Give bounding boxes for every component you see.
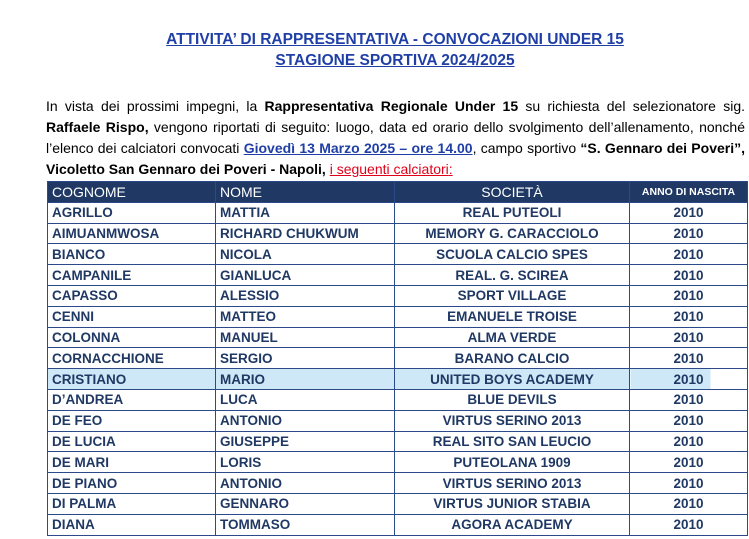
cell-societa: VIRTUS SERINO 2013	[395, 473, 630, 494]
cell-nome: GIANLUCA	[216, 265, 395, 286]
cell-societa: VIRTUS SERINO 2013	[395, 410, 630, 431]
cell-cognome: CENNI	[48, 306, 216, 327]
cell-cognome: DE FEO	[48, 410, 216, 431]
cell-anno-nascita: 2010	[630, 265, 748, 286]
cell-societa: SCUOLA CALCIO SPES	[395, 244, 630, 265]
cell-cognome: CORNACCHIONE	[48, 348, 216, 369]
page-title: ATTIVITA’ DI RAPPRESENTATIVA - CONVOCAZIONI UNDER 15	[166, 31, 624, 48]
cell-cognome: AIMUANMWOSA	[48, 223, 216, 244]
intro-text-4: , campo sportivo	[472, 140, 581, 156]
cell-nome: ANTONIO	[216, 410, 395, 431]
cell-societa: MEMORY G. CARACCIOLO	[395, 223, 630, 244]
cell-nome: RICHARD CHUKWUM	[216, 223, 395, 244]
cell-nome: LORIS	[216, 452, 395, 473]
cell-nome: SERGIO	[216, 348, 395, 369]
cell-cognome: DIANA	[48, 514, 216, 535]
table-row	[48, 327, 748, 348]
cell-nome: NICOLA	[216, 244, 395, 265]
cell-societa: BARANO CALCIO	[395, 348, 630, 369]
table-row	[48, 306, 748, 327]
cell-societa: VIRTUS JUNIOR STABIA	[395, 493, 630, 514]
cell-anno-nascita: 2010	[630, 202, 748, 223]
cell-cognome: D’ANDREA	[48, 389, 216, 410]
cell-cognome: CAMPANILE	[48, 265, 216, 286]
table-row	[48, 265, 748, 286]
cell-societa: ALMA VERDE	[395, 327, 630, 348]
cell-nome: ALESSIO	[216, 285, 395, 306]
cell-societa: EMANUELE TROISE	[395, 306, 630, 327]
cell-societa: SPORT VILLAGE	[395, 285, 630, 306]
cell-nome: MARIO	[216, 369, 395, 390]
table-row	[48, 223, 748, 244]
cell-societa: BLUE DEVILS	[395, 389, 630, 410]
players-table	[47, 181, 748, 536]
cell-nome: MATTEO	[216, 306, 395, 327]
cell-societa: UNITED BOYS ACADEMY	[395, 369, 630, 390]
cell-societa: REAL SITO SAN LEUCIO	[395, 431, 630, 452]
cell-anno-nascita: 2010	[630, 410, 748, 431]
players-label: i seguenti calciatori	[329, 161, 449, 177]
table-row	[48, 493, 748, 514]
cell-anno-nascita: 2010	[630, 452, 748, 473]
table-row	[48, 285, 748, 306]
cell-cognome: CAPASSO	[48, 285, 216, 306]
intro-text-1: In vista dei prossimi impegni, la	[46, 98, 265, 114]
cell-cognome: AGRILLO	[48, 202, 216, 223]
training-venue: “S. Gennaro dei Poveri”, Vicoletto San Gennaro dei Poveri - Napoli,	[46, 140, 745, 177]
intro-paragraph	[46, 96, 745, 180]
players-label-colon: :	[448, 161, 453, 177]
table-row	[48, 452, 748, 473]
table-row	[48, 410, 748, 431]
cell-anno-nascita: 2010	[630, 493, 748, 514]
cell-anno-nascita: 2010	[630, 348, 748, 369]
team-name: Rappresentativa Regionale Under 15	[264, 98, 519, 114]
table-row	[48, 244, 748, 265]
cell-cognome: DE MARI	[48, 452, 216, 473]
cell-nome: ANTONIO	[216, 473, 395, 494]
cell-cognome: DE PIANO	[48, 473, 216, 494]
header-nome: NOME	[216, 182, 395, 203]
cell-anno-nascita: 2010	[630, 473, 748, 494]
page-subtitle: STAGIONE SPORTIVA 2024/2025	[275, 52, 515, 69]
cell-nome: TOMMASO	[216, 514, 395, 535]
table-row	[48, 389, 748, 410]
coach-name: Raffaele Rispo,	[46, 119, 149, 135]
table-header-row	[48, 182, 748, 203]
intro-text-2: su richiesta del selezionatore sig.	[518, 98, 745, 114]
cell-anno-nascita: 2010	[630, 369, 748, 390]
header-societa: SOCIETÀ	[395, 182, 630, 203]
cell-cognome: DI PALMA	[48, 493, 216, 514]
header-cognome: COGNOME	[48, 182, 216, 203]
cell-cognome: COLONNA	[48, 327, 216, 348]
cell-cognome: BIANCO	[48, 244, 216, 265]
table-row	[48, 431, 748, 452]
cell-societa: AGORA ACADEMY	[395, 514, 630, 535]
cell-anno-nascita: 2010	[630, 306, 748, 327]
training-date: Giovedì 13 Marzo 2025 – ore 14.00	[243, 140, 473, 156]
intro-text-3: vengono riportati di seguito: luogo, data ed orario dello svolgimento dell’allenamento, nonché l’elenco dei calciatori convocati	[46, 119, 746, 156]
cell-societa: REAL PUTEOLI	[395, 202, 630, 223]
table-row	[48, 202, 748, 223]
table-row	[48, 473, 748, 494]
cell-cognome: CRISTIANO	[48, 369, 216, 390]
table-row	[48, 348, 748, 369]
table-row	[48, 369, 748, 390]
cell-nome: GENNARO	[216, 493, 395, 514]
cell-nome: LUCA	[216, 389, 395, 410]
cell-nome: MANUEL	[216, 327, 395, 348]
table-row	[48, 514, 748, 535]
cell-nome: GIUSEPPE	[216, 431, 395, 452]
cell-cognome: DE LUCIA	[48, 431, 216, 452]
cell-anno-nascita: 2010	[630, 285, 748, 306]
cell-anno-nascita: 2010	[630, 431, 748, 452]
cell-anno-nascita: 2010	[630, 327, 748, 348]
cell-anno-nascita: 2010	[630, 389, 748, 410]
cell-societa: PUTEOLANA 1909	[395, 452, 630, 473]
cell-anno-nascita: 2010	[630, 223, 748, 244]
header-anno-nascita: ANNO DI NASCITA	[630, 182, 748, 203]
cell-anno-nascita: 2010	[630, 514, 748, 535]
cell-societa: REAL. G. SCIREA	[395, 265, 630, 286]
cell-anno-nascita: 2010	[630, 244, 748, 265]
cell-nome: MATTIA	[216, 202, 395, 223]
